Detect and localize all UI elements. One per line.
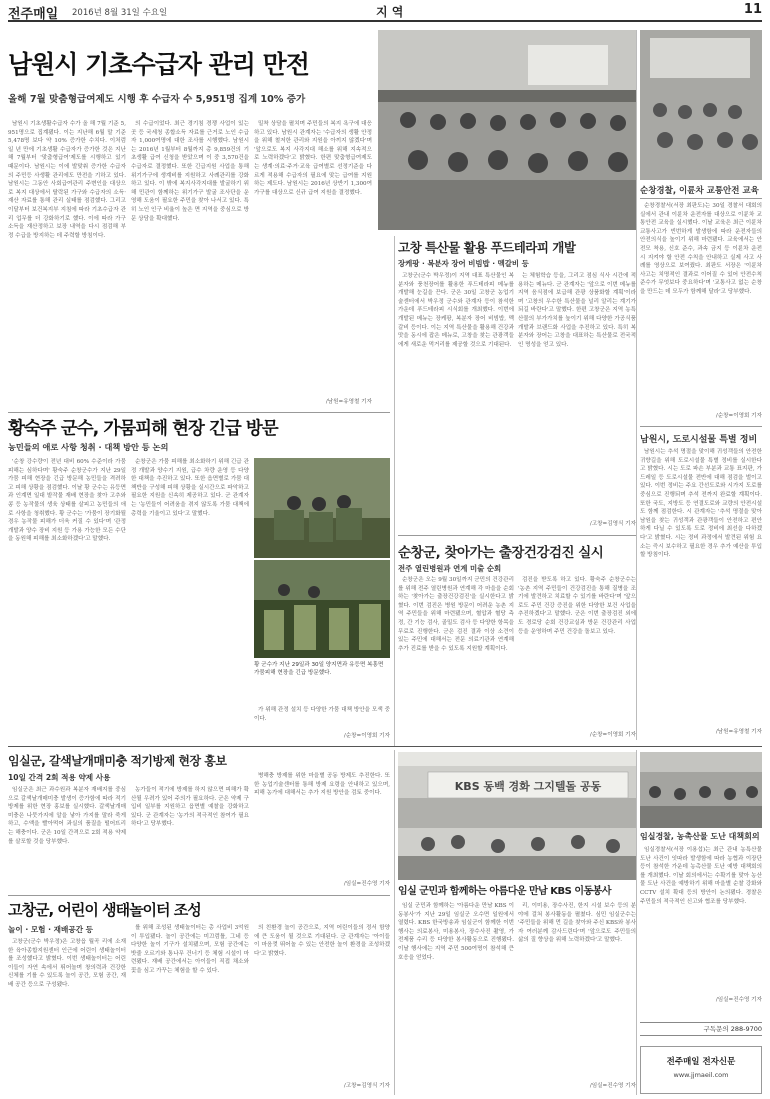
kbs-col-2: 리, 이미용, 장수사진, 한지 시설 보수 등의 분야에 걸쳐 봉사활동을 펼쳤다. 심민 임실군수는 '주민들을 위해 먼 길을 찾아와 주신 KBS와 봉사자 여러분께 감사드린다'며 '앞으로도 주민들의 삶의 질 향상을 위해 노력하겠다'고 말했다. [518,903,636,944]
subscription-info: 구독문의 288-9700 [640,1022,762,1036]
lead-byline: /남원=유영철 기자 [325,399,372,405]
health-col-2: 검진을 받도록 하고 있다. 황숙주 순창군수는 '농촌 지역 주민들이 건강검진을 통해 질병을 조기에 발견하고 치료할 수 있기를 바란다'며 '앞으로도 주민 건강 증진을 위한 다양한 보건 사업을 추진하겠다'고 말했다. 군은 이번 출장검진 외에도 경로당 순회 건강교실과 방문 건강관리 사업 등을 운영하며 주민 건강을 돌보고 있다. [518,577,636,635]
lead-col-2: 의 수급이었다. 최근 경기침 경쟁 사업이 있는 곳 등 국세청 종합소득 자료를 근거로 노인 수급자 1,000여명에 대한 조사를 시행했다. 남원시는 2016년 1월부터 8월까지 총 9,859건의 기초생활 급여 신청을 받았으며 이 중 3,570건을 수급자로 결정했다. 또한 긴급지원 사업을 통해 위기가구에 생계비를 지원하고 사례관리를 강화하고 있다. 이 밖에 복지사각지대를 발굴하기 위해 민관이 함께하는 위기가구 발굴 조사단을 운영해 도움이 필요한 주민을 찾아 나서고 있다. 특히 노인 인구 비율이 높은 면 지역을 중심으로 방문 상담을 확대했다. [131,121,249,222]
hwang-headline: 황숙주 군수, 가뭄피해 현장 긴급 방문 [8,419,278,439]
playground-col-1: 고창군(군수 박우정)은 고창읍 월곡 리에 소재한 육아종합지원센터 인근에 어린이 생태놀이터를 조성했다고 밝혔다. 이번 생태놀이터는 어린이들이 자연 속에서 뛰어놀며 창의력과 건강한 신체를 기를 수 있도록 놀이 공간, 모험 공간, 재배 공간 등으로 구성됐다. [8,939,126,988]
hwang-photo-caption: 황 군수가 지난 29일과 30일 양지면과 유등면 복흥면 가뭄피해 현장을 긴급 방문했다. [254,662,384,676]
imsil-inspect-col-2: 농가들이 적기에 방제를 하지 않으면 피해가 확산될 우려가 있어 주의가 필요하다. 군은 약제 구입비 일부를 지원하고 읍면별 예찰을 강화하고 있다. 군 관계자는 '농가의 적극적인 참여가 필요하다'고 당부했다. [131,787,249,828]
photo-field-image-2 [254,560,390,658]
health-headline: 순창군, 찾아가는 출장건강검진 실시 [398,545,604,561]
divider [8,412,390,413]
police-edu-byline: /순창=이영회 기자 [715,413,762,419]
food-byline: /고창=김영식 기자 [589,521,636,527]
top-photo-education [378,30,636,230]
divider [8,895,390,896]
food-col-2: 는 체험학습 등을, 그리고 점심 식사 시간에 적용하는 메뉴다. 군 관계자는 '앞으로 이번 메뉴를 지역 음식점에 보급해 관광 상품화할 계획'이라며 '고창의 우수한 특산물을 널리 알리는 계기가 되길 바란다'고 말했다. 한편 고창군은 지역 농특산물의 부가가치를 높이기 위해 다양한 가공식품 개발과 브랜드화 사업을 추진하고 있다. 특히 복분자와 장어는 고창을 대표하는 특산물로 전국적인 명성을 얻고 있다. [518,273,636,348]
imsil-police-byline: /임실=진수영 기자 [715,997,762,1003]
imsil-inspect-col-1: 임실군은 최근 과수원과 복분자 재배지를 중심으로 갈색날개매미충 발생이 증가함에 따라 적기 방제를 위한 현장 홍보를 실시했다. 갈색날개매미충은 나뭇가지에 알을 낳아 가지를 말라 죽게 하고, 수액을 빨아먹어 과실의 품질을 떨어뜨리는 해충이다. 군은 10일 간격으로 2회 적용 약제를 살포할 것을 당부했다. [8,787,126,845]
section-divider [8,746,762,747]
divider [398,535,636,536]
kbs-banner: KBS 동백 경화 그지텔돌 공동 [454,780,602,793]
health-col-1: 순창군은 오는 9월 30일까지 군민의 건강관리를 위해 전주 열린병원과 연계해 각 마을을 순회하는 '찾아가는 출장건강검진'을 실시한다고 밝혔다. 이번 검진은 병원 방문이 어려운 농촌 지역 주민들을 위해 마련됐으며, 혈압과 혈당 측정, 간 기능 검사, 골밀도 검사 등 다양한 항목을 무료로 진행한다. 군은 검진 결과 이상 소견이 있는 주민에 대해서는 전문 의료기관과 연계해 추가 진료를 받을 수 있도록 지원할 계획이다. [398,577,514,652]
kbs-byline: /임실=진수영 기자 [589,1083,636,1089]
hwang-photo-2 [254,560,390,658]
playground-col-2: 를 위해 조성된 생태놀이터는 총 사업비 3억원이 투입됐다. 놀이 공간에는 미끄럼틀, 그네 등 다양한 놀이 기구가 설치됐으며, 모험 공간에는 밧줄 오르기와 통나무 건너기 등 체험 시설이 마련됐다. 재배 공간에서는 아이들이 직접 채소와 꽃을 심고 가꾸는 체험을 할 수 있다. [131,925,249,974]
health-byline: /순창=이영회 기자 [589,732,636,738]
kbs-photo [398,752,636,880]
hwang-photo-1 [254,458,390,558]
imsil-inspect-col-3: 병해충 방제를 위한 마을별 공동 방제도 추진한다. 또한 농업기술센터를 통해 방제 요령을 안내하고 있으며, 피해 농가에 대해서는 추가 지원 방안을 검토 중이다. [254,773,390,797]
photo-lecture-image [640,30,762,180]
right-photo-police [640,30,762,180]
lead-col-1: 남원시 기초생활수급자 수가 올 해 7월 기준 5,951명으로 집계됐다. 이는 지난해 6월 말 기준 5,478명 보다 약 10% 증가한 수치다. 이처럼 일 년 만에 기초생활 수급자가 증가한 것은 지난해 7월부터 '맞춤형급여'제도를 시행하고 있기 때문이다. 남원시는 이에 발맞춰 증가한 수급자의 주민등 사생활 관리에도 만전을 기하고 있다. 남원시는 그동안 사회급여관리 주변인을 대상으로 복지 대상에서 탈락된 가구와 수급자의 소득·재산 자료를 통해 관리 실태를 점검했다. 그리고 이달부터 보건복지부 지침에 따라 기초수급자 관리 업무를 더 강화하기로 했다. 이에 따라 가구 소득을 재산정하고 보장 내역을 다시 점검해 부정 수급을 방지하는 데 주력할 방침이다. [8,121,126,239]
e-edition-box[interactable] [640,1046,762,1094]
playground-col-3: 의 친환경 놀이 공간으로, 지역 어린이들의 정서 함양에 큰 도움이 될 것으로 기대된다. 군 관계자는 '아이들이 마음껏 뛰어놀 수 있는 안전한 놀이 환경을 조성하겠다'고 밝혔다. [254,925,390,957]
hwang-col-1: '순창 강수량이 전년 대비 60% 수준이라 가뭄 피해는 심하다며' 황숙주 순창군수가 지난 29일 가뭄 피해 현장을 긴급 방문해 농민들을 격려하고 피해 상황을 점검했다. 이날 황 군수는 유등면과 인계면 일대 밭작물 재배 현장을 찾아 고추와 콩 등 농작물의 생육 상태를 살피고 농민들의 애로 사항을 청취했다. 황 군수는 '가뭄이 장기화될 경우 농작물 피해가 더욱 커질 수 있다'며 '관정 개발과 양수 장비 지원 등 가용 가능한 모든 수단을 동원해 피해를 최소화하겠다'고 말했다. [8,459,126,543]
kbs-headline: 임실 군민과 함께하는 아름다운 만남 KBS 이동봉사 [398,886,612,897]
lead-col-3: 밀착 상담을 펼치며 주민들의 복지 욕구에 대응하고 있다. 남원시 관계자는 '수급자의 생활 안정을 위해 철저한 관리와 지원을 아끼지 않겠다'며 '앞으로도 복지 사각지대 해소를 위해 지속적으로 노력하겠다'고 밝혔다. 한편 맞춤형급여제도는 생계·의료·주거·교육 급여별로 선정기준을 다르게 적용해 수급자의 필요에 맞는 급여를 지원하는 제도다. 남원시는 2016년 상반기 1,300여 가구를 대상으로 신규 급여 지원을 결정했다. [254,121,372,196]
imsil-inspect-subhead: 10일 간격 2회 적용 약제 사용 [8,773,111,782]
divider [640,426,762,427]
lead-headline: 남원시 기초수급자 관리 만전 [8,50,309,79]
column-rule [636,30,637,740]
food-col-1: 고창군(군수 박우정)이 지역 대표 특산물인 복분자와 풍천장어를 활용한 푸드테라피 메뉴를 개발해 눈길을 끈다. 군은 30일 고창군 농업기술센터에서 박우정 군수와 관계자 등이 참석한 가운데 푸드테라피 시식회를 개최했다. 이번에 개발된 메뉴는 장케팡, 복분자 장어 비빔밥, 멕갈비 등이다. 이는 지역 특산물을 활용해 건강과 맛을 동시에 잡은 메뉴로, 고창을 찾는 관광객들에게 새로운 먹거리를 제공할 것으로 기대된다. [398,273,514,348]
playground-headline: 고창군, 어린이 생태놀이터 조성 [8,901,201,919]
divider [640,198,762,199]
newspaper-logo: 전주매일 [8,7,59,22]
e-edition-url[interactable]: www.jjmaeil.com [673,1071,729,1079]
e-edition-title: 전주매일 전자신문 [666,1057,736,1067]
hwang-byline: /순창=이영회 기자 [343,733,390,739]
page-number: 11 [743,2,762,17]
photo-classroom-image [378,30,636,230]
lead-subhead: 올해 7월 맞춤형급여제도 시행 후 수급자 수 5,951명 집계 10% 증가 [8,94,306,105]
hwang-subhead: 농민들의 애로 사항 청취 · 대책 방안 등 논의 [8,442,169,452]
road-maintenance-body: 남원시는 추석 명절을 맞이해 귀성객들의 안전한 귀향길을 위해 도로시설물 특별 정비를 실시한다고 밝혔다. 시는 도로 파손 부분과 교통 표지판, 가드레일 등 도로시설물 전반에 대해 점검을 벌이고 있다. 이번 정비는 주요 간선도로와 시가지 도로를 중심으로 진행되며 추석 전까지 완료할 계획이다. 또한 국도, 지방도 등 연결도로와 교량의 안전시설도 함께 점검한다. 시 관계자는 '추석 명절을 맞아 남원을 찾는 귀성객과 관광객들이 안전하고 편안하게 다닐 수 있도록 도로 정비에 최선을 다하겠다'고 밝혔다. 시는 정비 과정에서 발견된 위험 요소는 즉시 보수하고 필요한 경우 추가 예산을 투입할 방침이다. [640,449,762,559]
column-rule [636,750,637,1095]
photo-top-caption: 순창경찰, 이륜차 교통안전 교육 [640,186,759,196]
food-headline: 고창 특산물 활용 푸드테라피 개발 [398,240,576,255]
health-subhead: 전주 열린병원과 연계 미출 순회 [398,564,502,573]
photo-meeting-image [640,752,762,828]
police-edu-body: 순창경찰서(서장 최판도)는 30일 경찰서 대회의실에서 관내 이륜차 운전자를 대상으로 이륜차 교통안전 교육을 실시했다. 이날 교육은 최근 이륜차 교통사고가 빈번하게 발생함에 따라 운전자들의 안전의식을 높이기 위해 마련됐다. 교육에서는 안전모 착용, 신호 준수, 과속 금지 등 이륜차 운전 시 지켜야 할 안전 수칙을 안내하고 실제 사고 사례를 영상으로 보여줬다. 최판도 서장은 '이륜차 사고는 치명적인 결과로 이어질 수 있어 안전수칙 준수가 무엇보다 중요하다'며 '교통사고 없는 순창을 만드는 데 모두가 함께해 달라'고 당부했다. [640,203,762,295]
imsil-inspect-headline: 임실군, 갈색날개매미충 적기방제 현장 홍보 [8,754,227,768]
masthead [8,2,762,22]
playground-subhead: 놀이 · 모험 · 재배공간 등 [8,925,94,934]
column-rule [394,750,395,1095]
road-maintenance-byline: /남원=유영철 기자 [715,729,762,735]
playground-byline: /고창=김영식 기자 [343,1083,390,1089]
photo-kbs-tent-image [398,752,636,880]
hwang-col-3: 가 위해 관정 설치 등 다양한 가뭄 대책 방안을 모색 중이다. [254,707,390,722]
photo-field-image-1 [254,458,390,558]
food-subhead: 장케팡 · 복분자 장어 비빔밥 · 멕갈비 등 [398,259,529,268]
column-rule [394,236,395,746]
road-maintenance-headline: 남원시, 도로시설물 특별 정비 [640,435,758,445]
section-title: 지 역 [376,5,404,19]
hwang-col-2: 순창군은 가뭄 피해를 최소화하기 위해 긴급 관정 개발과 양수기 지원, 급수 차량 운영 등 다양한 대책을 추진하고 있다. 또한 읍면별로 가뭄 대책반을 구성해 피해 상황을 실시간으로 파악하고 필요한 지원을 신속히 제공하고 있다. 군 관계자는 '농민들이 어려움을 겪지 않도록 가뭄 대책에 총력을 기울이고 있다'고 말했다. [131,459,249,517]
imsil-police-photo [640,752,762,828]
issue-date: 2016년 8월 31일 수요일 [72,8,168,18]
imsil-inspect-byline: /임실=진수영 기자 [343,881,390,887]
imsil-police-headline: 임실경찰, 농촉산물 도난 대책회의 [640,832,760,841]
imsil-police-body: 임실경찰서(서장 이용섭)는 최근 관내 농특산물 도난 사건이 잇따라 발생함에 따라 농협과 이장단 등이 참석한 가운데 농촉산물 도난 예방 대책회의를 개최했다. 이날 회의에서는 수확기를 맞아 농산물 도난 사건을 예방하기 위해 마을별 순찰 강화와 CCTV 설치 확대 등의 방안이 논의됐다. 경찰은 주민들의 적극적인 신고와 협조를 당부했다. [640,847,762,905]
kbs-col-1: 임실 군민과 함께하는 '아름다운 만남 KBS 이동봉사'가 지난 29일 임실군 오수면 일원에서 열렸다. KBS 한국방송과 임실군이 함께한 이번 행사는 의료봉사, 미용봉사, 장수사진 촬영, 가전제품 수리 등 다양한 봉사활동으로 진행됐다. 이날 행사에는 지역 주민 500여명이 참석해 큰 호응을 얻었다. [398,903,514,961]
